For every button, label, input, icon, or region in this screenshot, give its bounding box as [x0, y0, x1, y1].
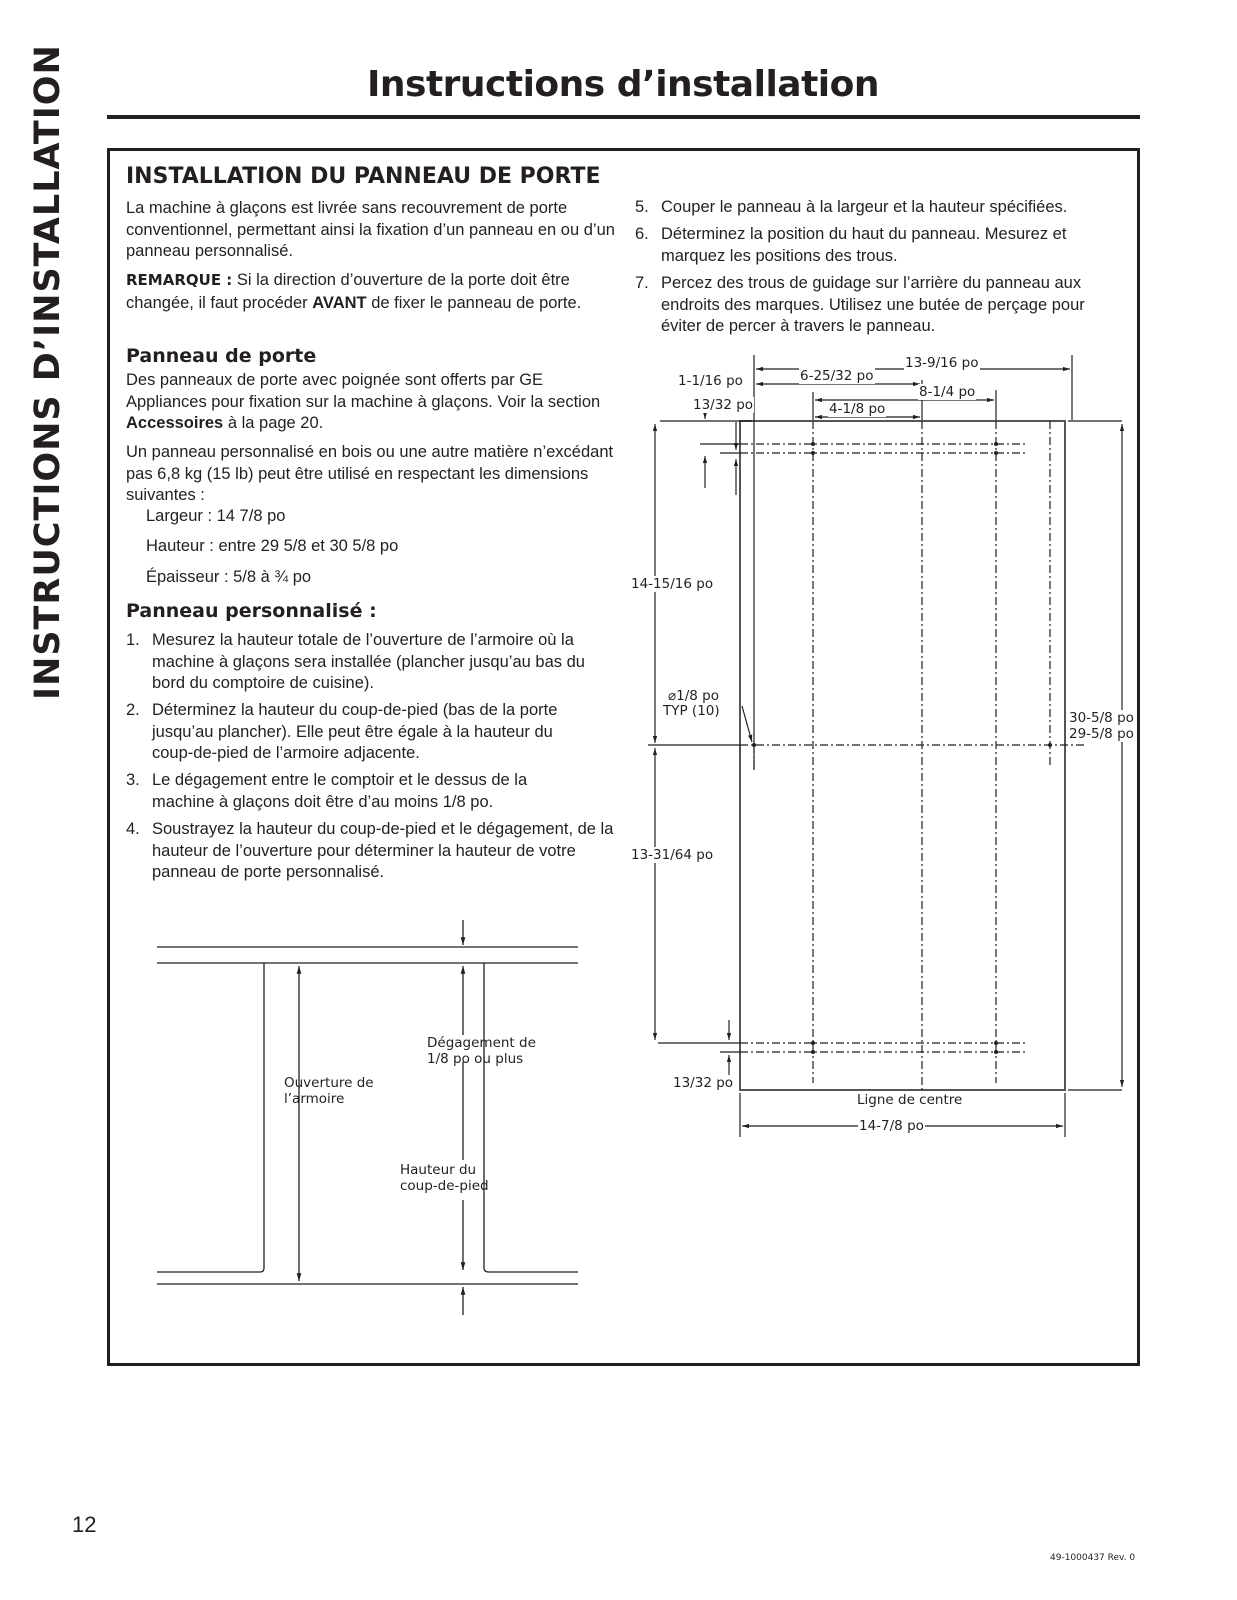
note-label: REMARQUE :	[126, 271, 233, 289]
step-number: 5.	[635, 198, 649, 216]
custom-panel-paragraph: Un panneau personnalisé en bois ou une autre matière n’excédant pas 6,8 kg (15 lb) peut être utilisé en respectant les dimensions suivantes :	[126, 443, 614, 504]
note-text-end: de fixer le panneau de porte.	[366, 294, 582, 312]
page-title: Instructions d’installation	[367, 64, 879, 105]
dim-thickness: Épaisseur : 5/8 à ¾ po	[146, 568, 312, 586]
dim-1-1-16: 1-1/16 po	[678, 373, 743, 389]
accessories-bold: Accessoires	[126, 414, 224, 432]
step-text: Percez des trous de guidage sur l’arrière du panneau aux endroits des marques. Utilisez une butée de perçage pour éviter de percer à travers le panneau.	[661, 274, 1085, 335]
hole-diameter: ⌀1/8 po	[668, 688, 719, 704]
step-number: 6.	[635, 225, 649, 243]
toekick-label: Hauteur du coup-de-pied	[400, 1162, 489, 1194]
door-panel-heading: Panneau de porte	[126, 345, 317, 367]
intro-paragraph: La machine à glaçons est livrée sans recouvrement de porte conventionnel, permettant ainsi la fixation d’un panneau en ou d’un panneau personnalisé.	[126, 199, 615, 260]
dim-13-32-top: 13/32 po	[693, 397, 754, 413]
door-panel-text: Des panneaux de porte avec poignée sont offerts par GE Appliances pour fixation sur la machine à glaçons. Voir la section	[126, 371, 601, 411]
dim-width: Largeur : 14 7/8 po	[146, 507, 286, 525]
clearance-label	[426, 1035, 558, 1067]
step-number: 4.	[126, 820, 140, 838]
step-number: 1.	[126, 631, 140, 649]
dim-14-7-8: 14-7/8 po	[859, 1118, 924, 1134]
custom-panel-heading: Panneau personnalisé :	[126, 600, 377, 622]
panel-diagram	[648, 355, 1122, 1137]
dim-height: Hauteur : entre 29 5/8 et 30 5/8 po	[146, 537, 399, 555]
cabinet-diagram	[157, 920, 578, 1315]
dim-13-32-bottom: 13/32 po	[673, 1075, 734, 1091]
step-number: 7.	[635, 274, 649, 292]
door-panel-text-end: à la page 20.	[223, 414, 324, 432]
note-text: Si la direction d’ouverture de la porte doit être changée, il faut procéder	[126, 271, 570, 312]
document-number: 49-1000437 Rev. 0	[1050, 1553, 1136, 1563]
centerline-label: Ligne de centre	[857, 1092, 963, 1108]
step-text: Couper le panneau à la largeur et la hauteur spécifiées.	[661, 198, 1068, 216]
step-text: Déterminez la position du haut du panneau. Mesurez et marquez les positions des trous.	[661, 225, 1067, 265]
dim-29-5-8: 29-5/8 po	[1069, 726, 1134, 742]
dim-13-31-64: 13-31/64 po	[631, 847, 714, 863]
step-number: 3.	[126, 771, 140, 789]
dim-13-9-16: 13-9/16 po	[905, 355, 979, 371]
note-bold: AVANT	[312, 294, 367, 312]
dim-6-25-32: 6-25/32 po	[800, 368, 874, 384]
step-number: 2.	[126, 701, 140, 719]
step-text: Soustrayez la hauteur du coup-de-pied et le dégagement, de la hauteur de l’ouverture pour déterminer la hauteur de votre panneau de porte personnalisé.	[152, 820, 614, 881]
step-text: Mesurez la hauteur totale de l’ouverture de l’armoire où la machine à glaçons sera installée (plancher jusqu’au bas du bord du comptoire de cuisine).	[152, 631, 585, 692]
sidebar-section-title: INSTRUCTIONS D’INSTALLATION	[28, 44, 68, 700]
dim-8-1-4: 8-1/4 po	[919, 384, 976, 400]
opening-label: Ouverture de l’armoire	[284, 1075, 374, 1107]
clearance-text: Dégagement de 1/8 po ou plus	[427, 1035, 536, 1067]
dim-30-5-8: 30-5/8 po	[1069, 710, 1134, 726]
dim-14-15-16: 14-15/16 po	[631, 576, 714, 592]
step-text: Déterminez la hauteur du coup-de-pied (bas de la porte jusqu’au plancher). Elle peut être égale à la hauteur du coup-de-pied de l’armoire adjacente.	[152, 701, 558, 762]
hole-typ-count: TYP (10)	[663, 703, 720, 719]
step-text: Le dégagement entre le comptoir et le dessus de la machine à glaçons doit être d’au moins 1/8 po.	[152, 771, 528, 811]
page-number: 12	[72, 1512, 97, 1537]
dim-4-1-8: 4-1/8 po	[829, 401, 886, 417]
section-title: INSTALLATION DU PANNEAU DE PORTE	[126, 164, 601, 189]
